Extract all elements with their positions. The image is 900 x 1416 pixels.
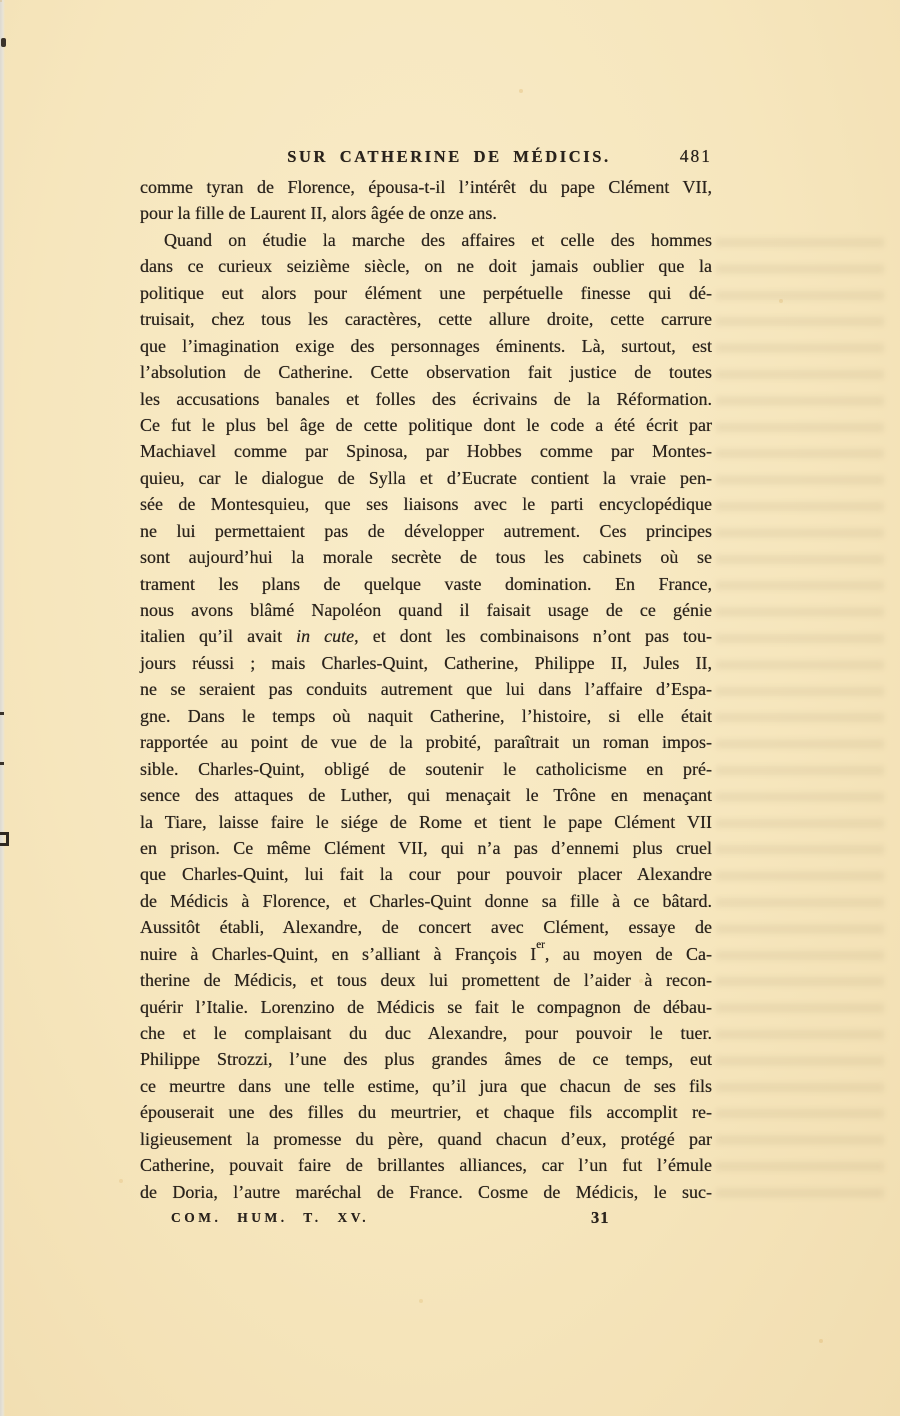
- reverse-side-bleedthrough: [716, 238, 884, 1210]
- text-line: que l’imagination exige des personnages éminents. Là, surtout, est: [140, 335, 712, 356]
- page-number: 481: [679, 146, 712, 166]
- text-line: Philippe Strozzi, l’une des plus grandes âmes de ce temps, eut: [140, 1049, 712, 1070]
- text-line: comme tyran de Florence, épousa-t-il l’intérêt du pape Clément VII,: [140, 177, 712, 197]
- text-line: l’absolution de Catherine. Cette observation fait justice de toutes: [140, 362, 712, 383]
- scan-artifact-mark: [0, 762, 4, 765]
- text-line: la Tiare, laisse faire le siége de Rome et tient le pape Clément VII: [140, 811, 712, 832]
- scan-artifact-mark: [1, 38, 6, 47]
- text-line: jours réussi ; mais Charles-Quint, Catherine, Philippe II, Jules II,: [140, 652, 712, 673]
- text-line: politique eut alors pour élément une perpétuelle finesse qui dé-: [140, 282, 712, 303]
- text-line: sée de Montesquieu, que ses liaisons avec le parti encyclopédique: [140, 494, 712, 515]
- text-line: Machiavel comme par Spinosa, par Hobbes comme par Montes-: [140, 441, 712, 462]
- text-line: que Charles-Quint, lui fait la cour pour pouvoir placer Alexandre: [140, 864, 712, 885]
- page-footer: [140, 1208, 712, 1234]
- text-line: sence des attaques de Luther, qui menaçait le Trône en menaçant: [140, 785, 712, 806]
- text-line: Ce fut le plus bel âge de cette politique dont le code a été écrit par: [140, 414, 712, 435]
- text-line: sible. Charles-Quint, obligé de soutenir le catholicisme en pré-: [140, 758, 712, 779]
- text-line: ligieusement la promesse du père, quand chacun d’eux, protégé par: [140, 1128, 712, 1149]
- text-block: [140, 174, 712, 1205]
- footer-signature: COM. HUM. T. XV.: [171, 1210, 370, 1225]
- text-line: ce meurtre dans une telle estime, qu’il jura que chacun de ses fils: [140, 1075, 712, 1096]
- text-line: dans ce curieux seizième siècle, on ne doit jamais oublier que la: [140, 256, 712, 277]
- margin-bracket-mark: [0, 832, 9, 846]
- text-line: Aussitôt établi, Alexandre, de concert avec Clément, essaye de: [140, 917, 712, 938]
- text-line: italien qu’il avait in cute, et dont les combinaisons n’ont pas tou-: [140, 626, 713, 647]
- text-line: trament les plans de quelque vaste domination. En France,: [140, 573, 712, 594]
- text-line: les accusations banales et folles des écrivains de la Réformation.: [140, 388, 712, 409]
- text-line: sont aujourd’hui la morale secrète de tous les cabinets où se: [140, 547, 712, 568]
- paper-speckles: [0, 0, 2, 2]
- running-header: [140, 147, 712, 171]
- text-line: de Médicis à Florence, et Charles-Quint donne sa fille à ce bâtard.: [140, 890, 712, 911]
- text-line: en prison. Ce même Clément VII, qui n’a pas d’ennemi plus cruel: [140, 837, 712, 858]
- text-line: de Doria, l’autre maréchal de France. Cosme de Médicis, le suc-: [140, 1181, 712, 1202]
- text-line: che et le complaisant du duc Alexandre, pour pouvoir le tuer.: [140, 1023, 712, 1043]
- page-edge: [0, 0, 5, 1416]
- page-title: SUR CATHERINE DE MÉDICIS.: [287, 147, 611, 166]
- scan-artifact-mark: [0, 712, 4, 715]
- text-line: quieu, car le dialogue de Sylla et d’Eucrate contient la vraie pen-: [140, 467, 712, 488]
- footer-sheet-number: 31: [591, 1208, 610, 1227]
- text-line: quérir l’Italie. Lorenzino de Médicis se fait le compagnon de débau-: [140, 996, 712, 1017]
- text-line: Catherine, pouvait faire de brillantes alliances, car l’un fut l’émule: [140, 1155, 712, 1176]
- text-line: nuire à Charles-Quint, en s’alliant à François Ier, au moyen de Ca-: [140, 938, 712, 964]
- text-line: Quand on étudie la marche des affaires et celle des hommes: [164, 229, 712, 250]
- text-line: rapportée au point de vue de la probité, paraîtrait un roman impos-: [140, 732, 712, 753]
- text-line: épouserait une des filles du meurtrier, et chaque fils accomplit re-: [140, 1102, 712, 1123]
- text-line: gne. Dans le temps où naquit Catherine, l’histoire, si elle était: [140, 705, 712, 726]
- text-line: truisait, chez tous les caractères, cette allure droite, cette carrure: [140, 309, 712, 330]
- text-line: ne lui permettaient pas de développer autrement. Ces principes: [140, 520, 712, 541]
- text-line: nous avons blâmé Napoléon quand il faisait usage de ce génie: [140, 600, 712, 620]
- text-line: pour la fille de Laurent II, alors âgée de onze ans.: [140, 203, 497, 224]
- text-line: therine de Médicis, et tous deux lui promettent de l’aider à recon-: [140, 970, 712, 991]
- text-line: ne se seraient pas conduits autrement que lui dans l’affaire d’Espa-: [140, 679, 712, 700]
